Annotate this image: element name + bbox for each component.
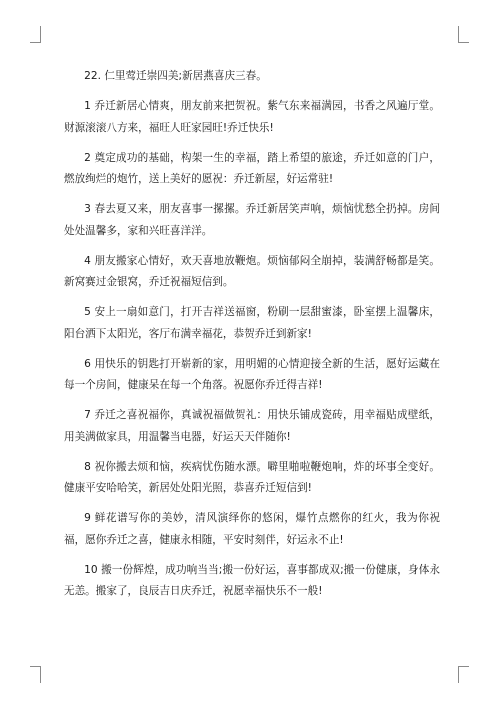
document-body — [64, 66, 440, 611]
paragraph-9: 9 鲜花谱写你的美妙，清风演绎你的悠闲，爆竹点燃你的红火，我为你祝福，愿你乔迁之喜，健康永相随，平安时刻伴，好运永不止! — [64, 512, 440, 546]
crop-mark-bottom-left — [30, 666, 41, 683]
paragraph-heading: 22. 仁里莺迁崇四美;新居燕喜庆三春。 — [84, 70, 267, 82]
paragraph-5: 5 安上一扇如意门，打开吉祥送福窗，粉刷一层甜蜜漆，卧室摆上温馨床，阳台洒下太阳光，客厅布满幸福花，恭贺乔迁到新家! — [64, 306, 440, 340]
crop-mark-bottom-right — [458, 666, 469, 683]
paragraph-7: 7 乔迁之喜祝福你，真诚祝福做贺礼：用快乐铺成瓷砖，用幸福贴成壁纸，用美满做家具，用温馨当电器，好运天天伴随你! — [64, 409, 440, 443]
crop-mark-top-left — [30, 26, 41, 43]
paragraph-6: 6 用快乐的钥匙打开崭新的家，用明媚的心情迎接全新的生活，愿好运藏在每一个房间，健康呆在每一个角落。祝愿你乔迁得吉祥! — [64, 357, 440, 391]
paragraph-3: 3 春去夏又来，朋友喜事一摞摞。乔迁新居笑声响，烦恼忧愁全扔掉。房间处处温馨多，家和兴旺喜洋洋。 — [64, 203, 440, 237]
paragraph-8: 8 祝你搬去烦和恼，疾病忧伤随水漂。噼里啪啦鞭炮响，炸的坏事全变好。健康平安哈哈笑，新居处处阳光照，恭喜乔迁短信到! — [64, 460, 440, 494]
paragraph-1: 1 乔迁新居心情爽，朋友前来把贺祝。紫气东来福满园，书香之风遍厅堂。财源滚滚八方来，福旺人旺家园旺!乔迁快乐! — [64, 100, 440, 134]
paragraph-10: 10 搬一份辉煌，成功响当当;搬一份好运，喜事都成双;搬一份健康，身体永无恙。搬家了，良辰吉日庆乔迁，祝愿幸福快乐不一般! — [64, 563, 440, 597]
crop-mark-top-right — [458, 26, 469, 43]
paragraph-4: 4 朋友搬家心情好，欢天喜地放鞭炮。烦恼郁闷全崩掉，装满舒畅都是笑。新窝赛过金银窝，乔迁祝福短信到。 — [64, 254, 440, 288]
paragraph-2: 2 奠定成功的基础，构架一生的幸福，踏上希望的旅途，乔迁如意的门户，燃放绚烂的炮竹，送上美好的愿祝：乔迁新屋，好运常驻! — [64, 151, 440, 185]
